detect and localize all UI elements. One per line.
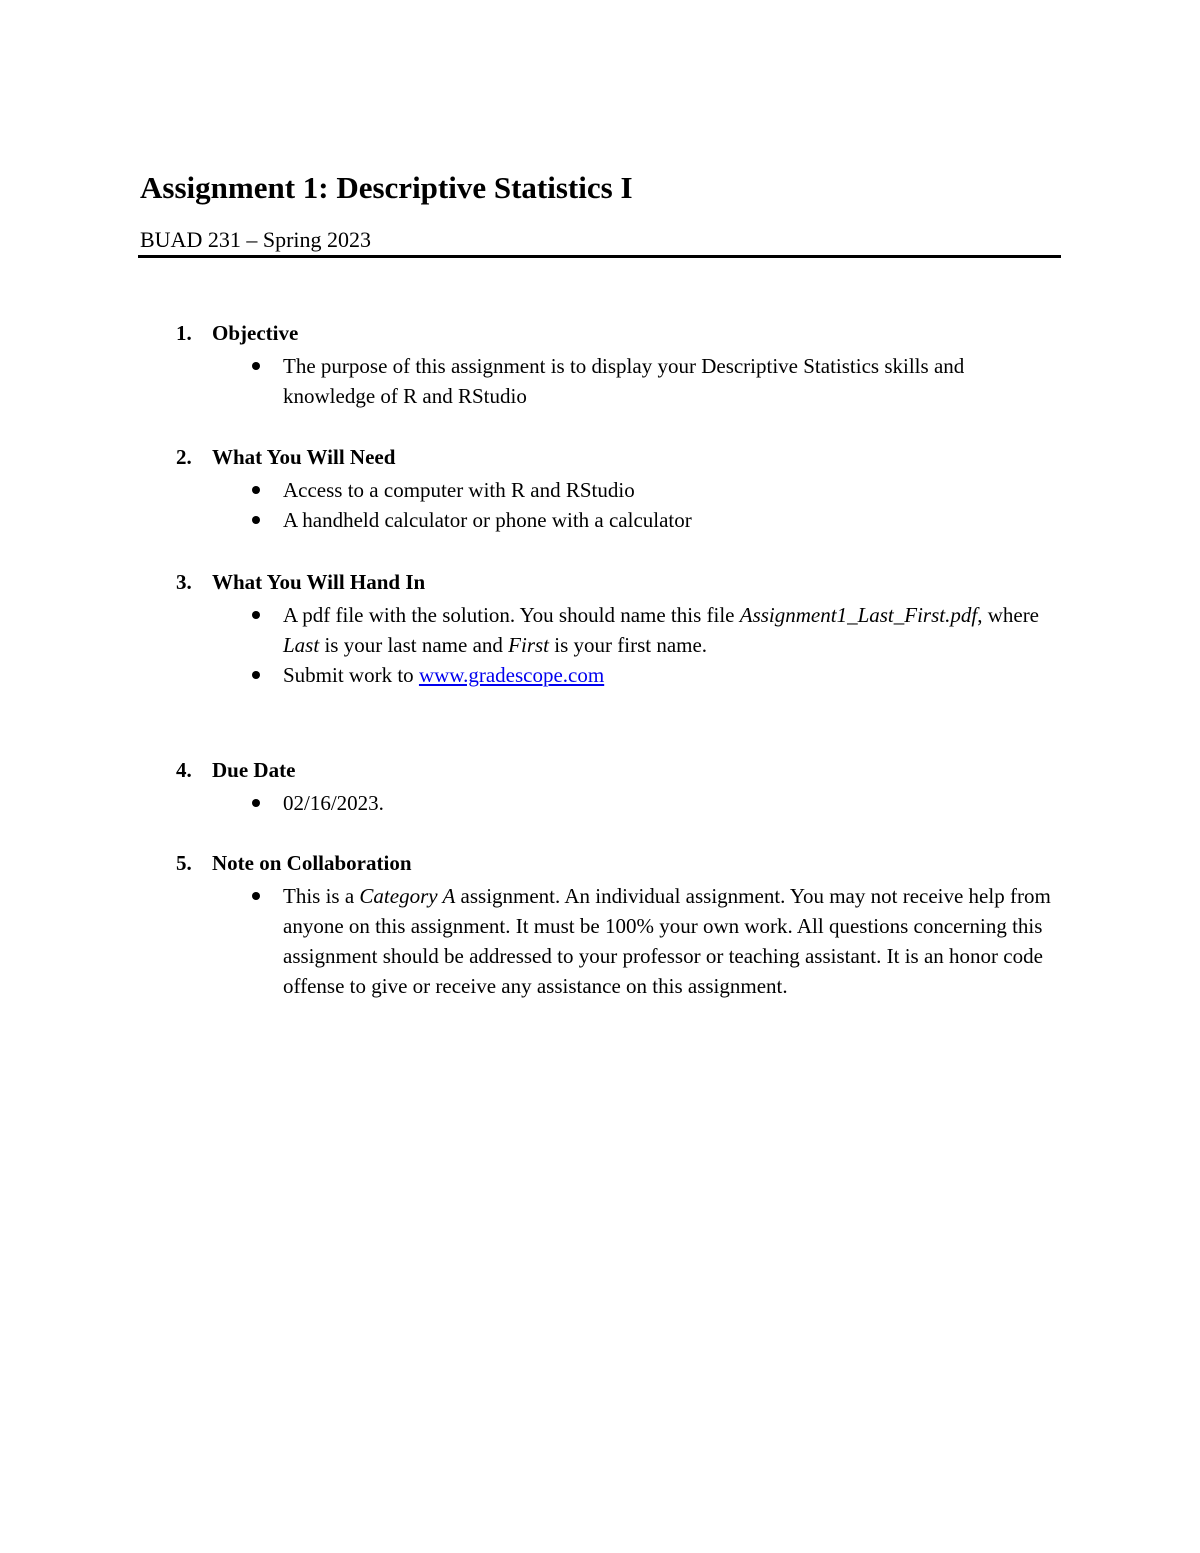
bullet-icon <box>252 611 260 619</box>
list-item <box>0 788 1053 818</box>
section-title: Note on Collaboration <box>212 851 412 875</box>
section-number: 4. <box>176 758 192 782</box>
bullet-icon <box>252 486 260 494</box>
section-number: 2. <box>176 445 192 469</box>
section-number: 1. <box>176 321 192 345</box>
first-name-term: First <box>508 633 549 657</box>
bullet-list <box>0 881 1200 1001</box>
bullet-text: A handheld calculator or phone with a calculator <box>283 508 692 532</box>
bullet-list <box>0 475 1200 535</box>
due-date-text: 02/16/2023. <box>283 791 384 815</box>
section-title: Due Date <box>212 758 296 782</box>
list-item <box>0 881 1053 1001</box>
bullet-icon <box>252 892 260 900</box>
bullet-icon <box>252 362 260 370</box>
bullet-text: Access to a computer with R and RStudio <box>283 478 635 502</box>
bullet-text: assignment. An individual assignment. You may not receive help from anyone on this assignment. It must be 100% your own work. All questions concerning this assignment should be addressed to your professor or teaching assistant. It is an honor code offense to give or receive any assistance on this assignment. <box>283 884 1051 998</box>
list-item <box>0 660 1053 690</box>
bullet-text: A pdf file with the solution. You should name this file <box>283 603 740 627</box>
bullet-text: , where <box>977 603 1040 627</box>
section-title: What You Will Hand In <box>212 570 426 594</box>
bullet-text: The purpose of this assignment is to display your Descriptive Statistics skills and knowledge of R and RStudio <box>283 354 965 408</box>
bullet-icon <box>252 671 260 679</box>
bullet-icon <box>252 799 260 807</box>
filename-text: Assignment1_Last_First.pdf <box>739 603 978 627</box>
document-title: Assignment 1: Descriptive Statistics I <box>140 170 633 205</box>
header-divider <box>138 255 1061 258</box>
list-item <box>0 351 1053 411</box>
list-item <box>0 475 1053 505</box>
category-term: Category A <box>359 884 456 908</box>
gradescope-link[interactable]: www.gradescope.com <box>418 663 605 687</box>
bullet-list <box>0 788 1200 818</box>
bullet-text: Submit work to <box>283 663 419 687</box>
last-name-term: Last <box>283 633 320 657</box>
section-title: Objective <box>212 321 299 345</box>
section-title: What You Will Need <box>212 445 396 469</box>
section-number: 5. <box>176 851 192 875</box>
bullet-list <box>0 351 1200 411</box>
bullet-list <box>0 600 1200 690</box>
section-number: 3. <box>176 570 192 594</box>
bullet-icon <box>252 516 260 524</box>
bullet-text: is your first name. <box>549 633 708 657</box>
list-item <box>0 600 1053 660</box>
bullet-text: is your last name and <box>319 633 509 657</box>
document-subtitle: BUAD 231 – Spring 2023 <box>140 227 372 252</box>
bullet-text: This is a <box>283 884 360 908</box>
list-item <box>0 505 1053 535</box>
